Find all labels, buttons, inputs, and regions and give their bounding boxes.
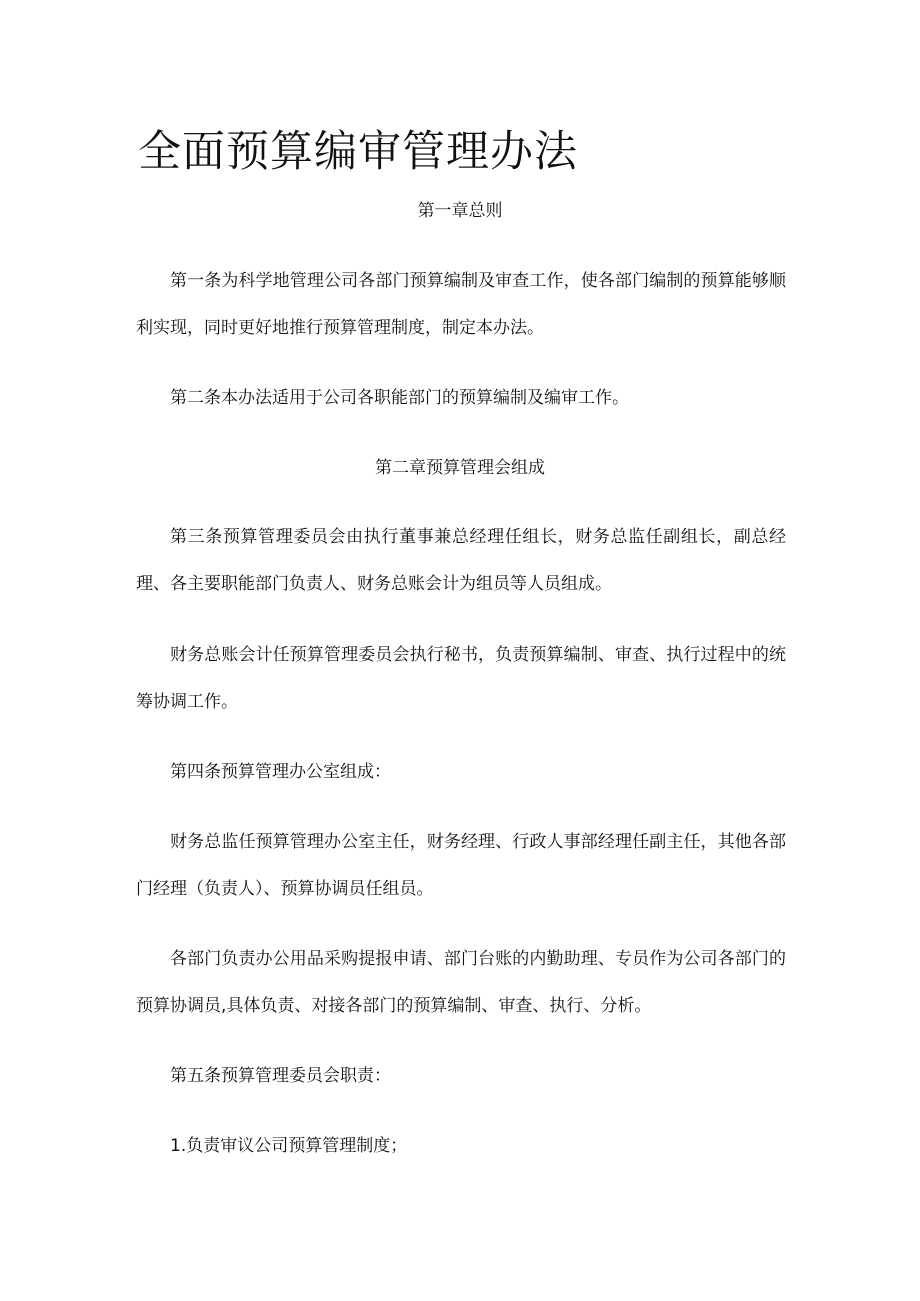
chapter-heading-2: 第二章预算管理会组成 [375,458,545,478]
article-1-paragraph: 第一条为科学地管理公司各部门预算编制及审查工作，使各部门编制的预算能够顺利实现，同时更好地推行预算管理制度，制定本办法。 [136,271,786,338]
article-3-secretary-paragraph: 财务总账会计任预算管理委员会执行秘书，负责预算编制、审查、执行过程中的统筹协调工作。 [136,645,786,712]
article-5-item-1: 1.负责审议公司预算管理制度； [170,1136,408,1156]
article-5-paragraph: 第五条预算管理委员会职责： [170,1066,391,1086]
article-3-paragraph: 第三条预算管理委员会由执行董事兼总经理任组长，财务总监任副组长，副总经理、各主要职能部门负责人、财务总账会计为组员等人员组成。 [136,527,786,594]
article-4-office-director-paragraph: 财务总监任预算管理办公室主任，财务经理、行政人事部经理任副主任，其他各部门经理（负责人）、预算协调员任组员。 [136,832,786,899]
article-4-paragraph: 第四条预算管理办公室组成： [170,762,391,782]
chapter-heading-1: 第一章总则 [417,201,503,221]
article-2-paragraph: 第二条本办法适用于公司各职能部门的预算编制及编审工作。 [170,388,629,408]
article-4-coordinator-paragraph: 各部门负责办公用品采购提报申请、部门台账的内勤助理、专员作为公司各部门的预算协调员,具体负责、对接各部门的预算编制、审查、执行、分析。 [136,949,786,1016]
document-title: 全面预算编审管理办法 [138,127,578,177]
